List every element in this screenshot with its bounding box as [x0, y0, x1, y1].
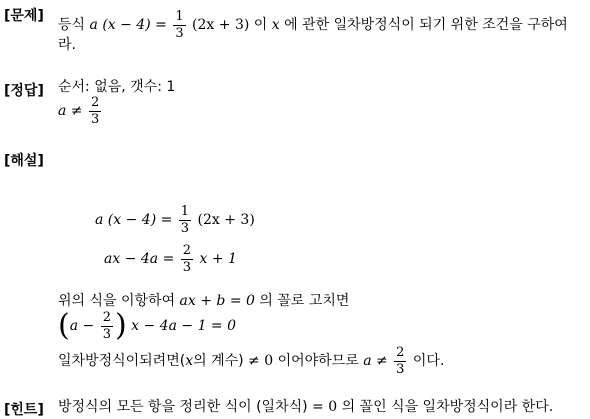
right-paren: )	[114, 308, 127, 344]
fraction-numerator: 2	[102, 310, 111, 325]
problem-line-2	[58, 38, 76, 52]
step-math: ax + b = 0	[179, 293, 255, 309]
equation-rhs: x + 1	[199, 251, 237, 268]
solution-equation-2	[104, 244, 237, 274]
hint-text-part: (일차식)	[256, 399, 308, 415]
fraction-numerator: 1	[180, 204, 190, 219]
problem-text: 이	[253, 17, 268, 34]
step-text: 위의 식을 이항하여	[58, 293, 176, 309]
equation-lhs: a (x − 4) =	[95, 212, 173, 229]
fraction-numerator: 2	[396, 345, 405, 360]
fraction-denominator: 3	[102, 326, 111, 342]
answer-order-count: 순서: 없음, 갯수: 1	[58, 79, 176, 95]
step-fraction	[394, 346, 406, 376]
hint-text-part: 방정식의 모든 항을 정리한 식이	[58, 399, 252, 415]
solution-step-1	[58, 294, 349, 308]
problem-text: 등식	[58, 17, 86, 34]
solution-equation-1	[95, 205, 255, 235]
step-condition: a ≠	[363, 353, 388, 370]
equation-lhs: ax − 4a =	[104, 251, 175, 268]
problem-text: 에 관한 일차방정식이 되기 위한 조건을 구하여	[284, 17, 568, 34]
problem-variable: x	[271, 17, 280, 34]
step-fraction	[101, 311, 113, 341]
hint-math: = 0	[312, 399, 338, 415]
problem-equation-rhs: (2x + 3)	[192, 17, 250, 34]
answer-label: [정답]	[4, 83, 44, 99]
fraction-numerator: 2	[90, 95, 100, 110]
fraction-denominator: 3	[180, 220, 190, 236]
equation-fraction	[179, 205, 191, 235]
solution-step-2	[58, 308, 237, 344]
fraction-numerator: 2	[182, 243, 192, 258]
problem-text: 라.	[58, 37, 76, 53]
hint-text	[58, 400, 553, 414]
answer-fraction	[89, 96, 101, 126]
step-math: ≠ 0	[248, 353, 274, 370]
step-text: 의 계수)	[193, 353, 244, 370]
fraction-numerator: 1	[175, 9, 184, 24]
hint-text-part: 의 꼴인 식을 일차방정식이라 한다.	[341, 399, 554, 415]
step-math: x − 4a − 1 = 0	[131, 318, 237, 335]
fraction-denominator: 3	[175, 25, 184, 41]
solution-label: [해설]	[4, 153, 44, 169]
left-paren: (	[58, 308, 70, 344]
problem-fraction	[173, 10, 185, 40]
problem-line-1	[58, 10, 568, 40]
step-variable: x	[185, 353, 194, 370]
equation-rhs: (2x + 3)	[197, 212, 255, 229]
answer-condition-lhs: a ≠	[58, 103, 83, 120]
step-math: a −	[69, 318, 95, 335]
step-text: 일차방정식이되려면(	[58, 353, 186, 370]
problem-equation-lhs: a (x − 4) =	[89, 17, 167, 34]
step-text: 이다.	[412, 353, 445, 370]
equation-fraction	[181, 244, 193, 274]
step-text: 이어야하므로	[277, 353, 359, 370]
solution-step-3	[58, 346, 444, 376]
fraction-denominator: 3	[182, 259, 192, 275]
step-text: 의 꼴로 고치면	[259, 293, 350, 309]
answer-summary	[58, 80, 175, 94]
fraction-denominator: 3	[396, 361, 405, 377]
fraction-denominator: 3	[90, 111, 100, 127]
hint-label: [힌트]	[4, 402, 44, 418]
problem-label: [문제]	[4, 8, 44, 24]
answer-condition	[58, 96, 103, 126]
